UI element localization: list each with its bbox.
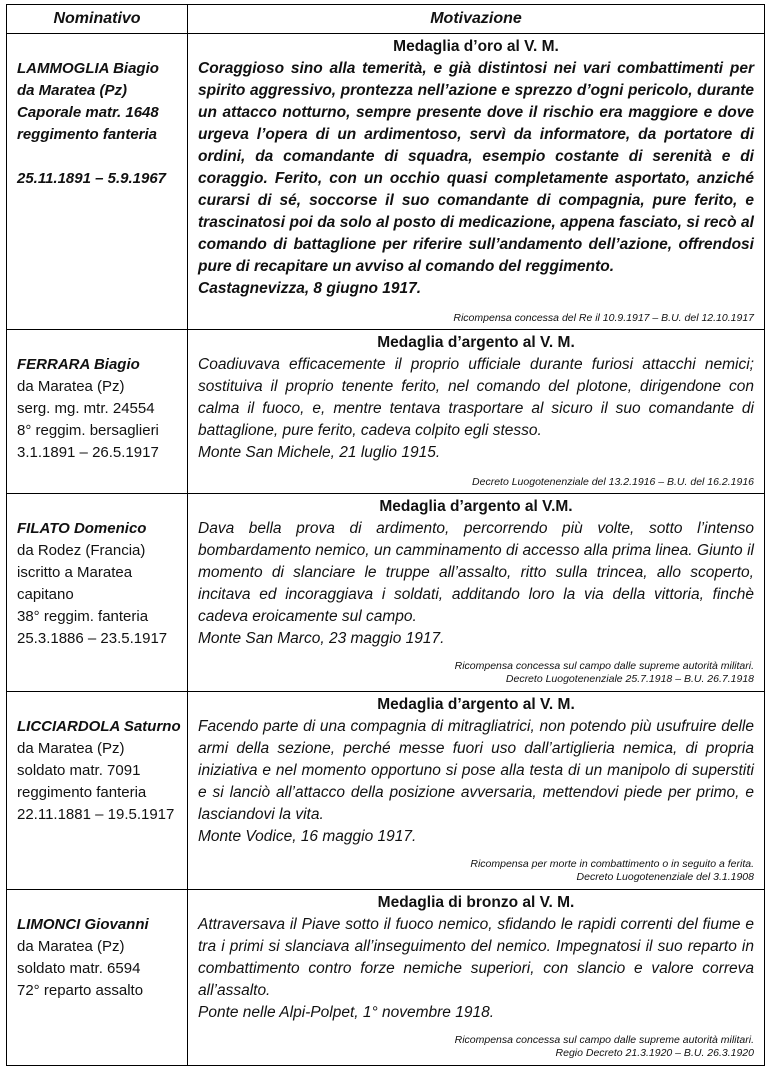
person-name: LAMMOGLIA Biagio xyxy=(17,60,159,77)
decree-note xyxy=(198,476,754,489)
decree-note xyxy=(198,858,754,884)
place-date: Castagnevizza, 8 giugno 1917. xyxy=(198,280,422,297)
name-cell xyxy=(7,890,188,1066)
person-name: LICCIARDOLA Saturno xyxy=(17,718,181,735)
person-detail: da Maratea (Pz) xyxy=(17,378,125,395)
motivation-cell xyxy=(188,890,765,1066)
table-row xyxy=(7,330,765,494)
decree-note xyxy=(198,1034,754,1060)
person-detail: reggimento fanteria xyxy=(17,784,147,801)
person-detail: capitano xyxy=(17,586,74,603)
person-dates: 25.3.1886 – 23.5.1917 xyxy=(17,630,168,647)
place-date: Monte San Michele, 21 luglio 1915. xyxy=(198,444,441,461)
decree-line: Ricompensa concessa sul campo dalle supreme autorità militari. xyxy=(454,1034,754,1046)
person-name: FERRARA Biagio xyxy=(17,356,140,373)
medal-title: Medaglia d’oro al V. M. xyxy=(393,38,559,55)
person-detail: da Maratea (Pz) xyxy=(17,740,125,757)
person-detail: da Maratea (Pz) xyxy=(17,938,125,955)
decree-line: Decreto Luogotenenziale del 3.1.1908 xyxy=(576,871,754,883)
motivation-text: Coadiuvava efficacemente il proprio ufficiale durante furiosi attacchi nemici; sostituiva il proprio tenente ferito, nel comando del plotone, dirigendone con calma il fuoco, e, mentre tentava trasportare al sicuro il suo comandante di battaglione, pure ferito, cadeva colpito egli stesso. xyxy=(198,356,754,439)
decree-line: Ricompensa per morte in combattimento o in seguito a ferita. xyxy=(470,858,754,870)
motivation-cell xyxy=(188,494,765,692)
decree-line: Decreto Luogotenenziale 25.7.1918 – B.U. 26.7.1918 xyxy=(505,673,754,685)
person-detail: serg. mg. mtr. 24554 xyxy=(17,400,155,417)
place-date: Monte San Marco, 23 maggio 1917. xyxy=(198,630,445,647)
header-motivation: Motivazione xyxy=(188,5,765,34)
person-detail: da Rodez (Francia) xyxy=(17,542,146,559)
motivation-text: Facendo parte di una compagnia di mitragliatrici, non potendo più usufruire delle armi della sezione, perché messe fuori uso dall’artiglieria nemica, di propria iniziativa e nel momento opportuno si pose alla testa di un manipolo di superstiti e si lanciò all’attacco della posizione avversaria, mettendovi piede per primo, e lasciandovi la vita. xyxy=(198,718,754,823)
person-detail: 8° reggim. bersaglieri xyxy=(17,422,159,439)
name-cell xyxy=(7,34,188,330)
motivation-text: Dava bella prova di ardimento, percorrendo più volte, sotto l’intenso bombardamento nemico, un camminamento di accesso alla prima linea. Giunto il momento di slanciare le truppe all’assalto, ritto sulla trincea, allo scoperto, incitava ed incoraggiava i soldati, additando loro la via della vittoria, finchè cadeva eroicamente sul campo. xyxy=(198,520,754,625)
decree-note xyxy=(198,312,754,325)
person-detail: Caporale matr. 1648 xyxy=(17,104,159,121)
medals-table xyxy=(6,4,765,1066)
medal-title: Medaglia d’argento al V. M. xyxy=(377,696,575,713)
person-dates: 22.11.1881 – 19.5.1917 xyxy=(17,806,175,823)
medal-title: Medaglia d’argento al V.M. xyxy=(379,498,573,515)
decree-line: Decreto Luogotenenziale del 13.2.1916 – B.U. del 16.2.1916 xyxy=(472,476,754,488)
person-detail: iscritto a Maratea xyxy=(17,564,133,581)
person-name: LIMONCI Giovanni xyxy=(17,916,149,933)
header-name: Nominativo xyxy=(7,5,188,34)
name-cell xyxy=(7,330,188,494)
decree-line: Regio Decreto 21.3.1920 – B.U. 26.3.1920 xyxy=(555,1047,754,1059)
name-cell xyxy=(7,692,188,890)
medal-title: Medaglia di bronzo al V. M. xyxy=(377,894,575,911)
person-detail: da Maratea (Pz) xyxy=(17,82,128,99)
person-detail: reggimento fanteria xyxy=(17,126,158,143)
medal-title: Medaglia d’argento al V. M. xyxy=(377,334,575,351)
motivation-cell xyxy=(188,692,765,890)
decree-note xyxy=(198,660,754,686)
person-detail: soldato matr. 6594 xyxy=(17,960,141,977)
header-row xyxy=(7,5,765,34)
motivation-text: Attraversava il Piave sotto il fuoco nemico, sfidando le rapidi correnti del fiume e tra i primi si slanciava all’inseguimento del nemico. Impegnatosi il suo reparto in combattimento contro forze nemiche superiori, con slancio e valore correva all’assalto. xyxy=(198,916,754,999)
motivation-text: Coraggioso sino alla temerità, e già distintosi nei vari combattimenti per spirito aggressivo, prontezza nell’azione e sprezzo d’ogni pericolo, durante un attacco notturno, sempre presente dove il rischio era maggiore e dove urgeva l’opera di un ardimentoso, servì da informatore, da portatore di ordini, da comandante di squadra, esempio costante di serenità e di coraggio. Ferito, con un occhio quasi completamente asportato, anziché curarsi di sé, soccorse il suo comandante di compagnia, pure ferito, e trascinatosi poi da solo al posto di medicazione, appena fasciato, si recò al comando di battaglione per riferire sull’andamento dell’azione, offrendosi pure di recapitare un avviso al comando del reggimento. xyxy=(198,60,754,275)
table-row xyxy=(7,494,765,692)
person-detail: 38° reggim. fanteria xyxy=(17,608,149,625)
table-row xyxy=(7,890,765,1066)
motivation-cell xyxy=(188,34,765,330)
decree-line: Ricompensa concessa del Re il 10.9.1917 – B.U. del 12.10.1917 xyxy=(453,312,754,324)
place-date: Ponte nelle Alpi-Polpet, 1° novembre 1918. xyxy=(198,1004,495,1021)
table-row xyxy=(7,34,765,330)
name-cell xyxy=(7,494,188,692)
motivation-cell xyxy=(188,330,765,494)
person-dates: 3.1.1891 – 26.5.1917 xyxy=(17,444,159,461)
person-dates: 25.11.1891 – 5.9.1967 xyxy=(17,170,167,187)
table-row xyxy=(7,692,765,890)
decree-line: Ricompensa concessa sul campo dalle supreme autorità militari. xyxy=(454,660,754,672)
person-detail: soldato matr. 7091 xyxy=(17,762,141,779)
person-detail: 72° reparto assalto xyxy=(17,982,144,999)
place-date: Monte Vodice, 16 maggio 1917. xyxy=(198,828,417,845)
person-name: FILATO Domenico xyxy=(17,520,147,537)
